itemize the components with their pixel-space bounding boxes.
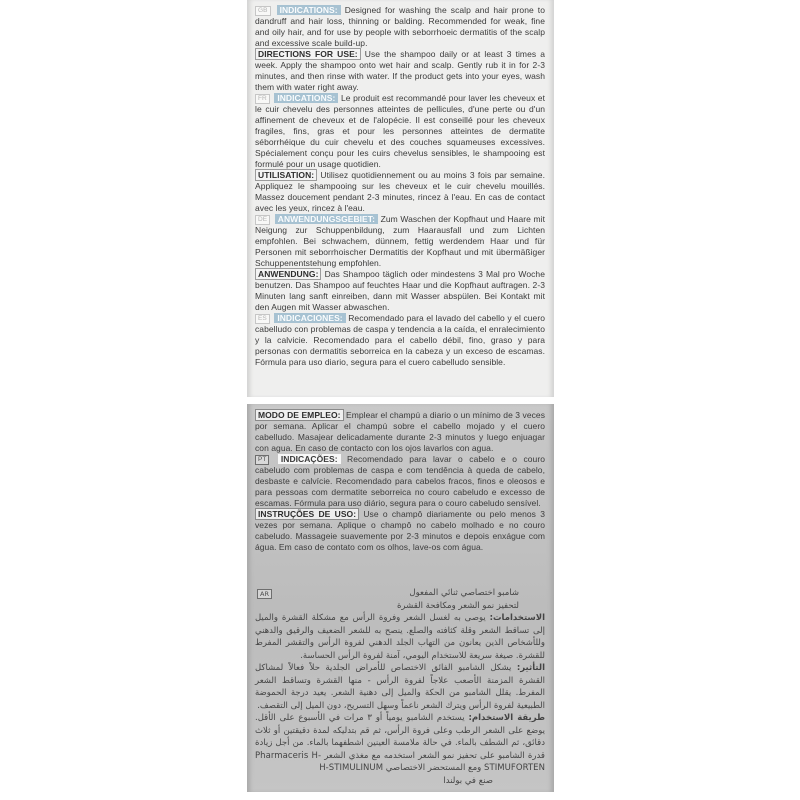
de-indications-text: Zum Waschen der Kopfhaut und Haare mit Neigung zur Schuppenbildung, zum Haarausfall und zum Lichten empfohlen. Bei schwachem, dünnem, fettig werdendem Haar und für Personen mit seborrhoischer Dermatitis der Kopfhaut und mit übermäßiger Schuppenentstehung empfohlen. bbox=[255, 214, 545, 268]
made-in-line: صنع في بولندا bbox=[443, 775, 493, 786]
gb-indications-heading: INDICATIONS: bbox=[277, 5, 341, 15]
fr-use-text: Utilisez quotidiennement ou au moins 3 fois par semaine. Appliquez le shampooing sur les cheveux et le cuir chevelu mouillés. Massez doucement pendant 2-3 minutes, rincez à l'eau. En cas de contact avec les yeux, rincez à l'eau. bbox=[255, 170, 545, 213]
fr-indications-paragraph bbox=[255, 93, 545, 170]
lang-tag-es: ES bbox=[255, 314, 270, 324]
es-indications-text: Recomendado para el lavado del cabello y el cuero cabelludo con problemas de caspa y tendencia a la caída, el enralecimiento y la calvicie. Recomendado para el cabello débil, fino, graso y para personas con dermatitis seborreica en la cabeza y un exceso de escamas. Fórmula para uso diario, segura para el cuero cabelludo sensible. bbox=[255, 313, 545, 367]
arabic-section bbox=[255, 587, 545, 787]
gb-directions-text: Use the shampoo daily or at least 3 times a week. Apply the shampoo onto wet hair and scalp. Gently rub it in for 2-3 minutes, and then rinse with water. If the product gets into your eyes, wash them with water right away. bbox=[255, 49, 546, 92]
arabic-product-title: شامبو اختصاصي ثنائي المفعول bbox=[409, 588, 519, 598]
pt-use-heading: INSTRUÇÕES DE USO: bbox=[255, 508, 359, 520]
gb-directions-heading: DIRECTIONS FOR USE: bbox=[255, 48, 361, 60]
fr-indications-text: Le produit est recommandé pour laver les cheveux et le cuir chevelu des personnes atteintes de pellicules, d'une perte ou d'un affinement de cheveux et de l'alopécie. Il est conseillé pour les cheveux fragiles, fins, gras et pour les personnes atteintes de dermatite séborrhéique du cuir chevelu et des couches squameuses excessives. Spécialement conçu pour les cuirs chevelus sensibles, le shampooing est formulé pour un usage quotidien. bbox=[255, 93, 545, 169]
es-use-text: Emplear el champú a diario o un mínimo de 3 veces por semana. Aplicar el champú sobre el cabello mojado y el cuero cabelludo. Masajear delicadamente durante 2-3 minutos y luego enjuagar con agua. En caso de contacto con los ojos lavarlos con agua. bbox=[255, 410, 545, 453]
fr-use-paragraph bbox=[255, 170, 545, 214]
arabic-uses-paragraph bbox=[255, 612, 545, 662]
lang-tag-gb: GB bbox=[255, 6, 271, 16]
de-use-paragraph bbox=[255, 269, 545, 313]
es-indications-heading: INDICACIONES: bbox=[274, 313, 345, 323]
lang-tag-fr: FR bbox=[255, 94, 270, 104]
fr-indications-heading: INDICATIONS: bbox=[274, 93, 338, 103]
de-indications-heading: ANWENDUNGSGEBIET: bbox=[275, 214, 378, 224]
pt-indications-text: Recomendado para lavar o cabelo e o couro cabeludo com problemas de caspa e com tendência à queda de cabelo, desbaste e calvície. Recomendado para cabelos fracos, finos e oleosos e para pessoas com dermatite seborreica no couro cabeludo e excesso de escamas. Fórmula para uso diário, segura para o couro cabeludo sensível. bbox=[255, 454, 545, 508]
es-use-paragraph bbox=[255, 410, 545, 454]
lang-tag-pt: PT bbox=[255, 455, 269, 465]
arabic-product-subtitle: لتحفيز نمو الشعر ومكافحة القشرة bbox=[396, 600, 519, 611]
pt-indications-paragraph bbox=[255, 454, 545, 509]
gb-indications-paragraph bbox=[255, 5, 545, 49]
gb-indications-text: Designed for washing the scalp and hair prone to dandruff and hair loss, thinning or balding. Recommended for weak, fine and oily hair, and for use by people with seborrhoeic dermatitis of the scalp and excessive scale build-up. bbox=[255, 5, 545, 48]
label-panel-upper bbox=[247, 0, 554, 397]
arabic-directions-heading: طريقة الاستخدام: bbox=[468, 713, 546, 723]
gb-directions-paragraph bbox=[255, 49, 545, 93]
arabic-effect-text: يشكل الشامبو الفائق الاختصاص للأمراض الجلدية حلاً فعالاً لمشاكل القشرة المزمنة الأصعب علاجاً لفروة الرأس - منها القشرة وتساقط الشعر المفرط. يقلل الشامبو من الحكة والميل إلى دهنية الشعر. يعيد درجة الحموضة الطبيعية لفروة الرأس ويترك الشعر ناعماً وسهل التسريح، دون الميل إلى التقصف. bbox=[255, 663, 545, 711]
arabic-directions-paragraph bbox=[255, 712, 545, 775]
pt-indications-heading: INDICAÇÕES: bbox=[278, 454, 341, 464]
de-use-text: Das Shampoo täglich oder mindestens 3 Mal pro Woche benutzen. Das Shampoo auf feuchtes Haar und die Kopfhaut auftragen. 2-3 Minuten lang sanft einreiben, dann mit Wasser abspülen. Bei Kontakt mit den Augen mit Wasser abwaschen. bbox=[255, 269, 545, 312]
de-use-heading: ANWENDUNG: bbox=[255, 268, 321, 280]
blank-space bbox=[255, 553, 545, 587]
pt-use-text: Use o champô diariamente ou pelo menos 3 vezes por semana. Aplique o champô no cabelo molhado e no couro cabeludo. Massageie suavemente por 2-3 minutos e depois enxágue com água. Em caso de contato com os olhos, lave-os com água. bbox=[255, 509, 545, 552]
lang-tag-de: DE bbox=[255, 215, 270, 225]
fr-use-heading: UTILISATION: bbox=[255, 169, 317, 181]
arabic-effect-heading: التأثير: bbox=[516, 663, 545, 673]
arabic-directions-text: يستخدم الشامبو يومياً أو ٣ مرات في الأسبوع على الأقل. يوضع على الشعر الرطب وعلى فروة الرأس، ثم قم بتدليكه لمدة دقيقتين أو ثلاث دقائق، ثم الشطف بالماء. في حالة ملامسة العينين اشطفهما بالماء. من أجل زيادة قدرة الشامبو على تحفيز نمو الشعر استخدمه مع مغذي الشعر Pharmaceris H-STIMUFORTEN ومع المستحضر الاختصاصي H-STIMULINUM bbox=[255, 713, 545, 773]
es-indications-paragraph bbox=[255, 313, 545, 368]
arabic-effect-paragraph bbox=[255, 662, 545, 712]
arabic-uses-heading: الاستخدامات: bbox=[489, 613, 546, 623]
es-use-heading: MODO DE EMPLEO: bbox=[255, 409, 344, 421]
pt-use-paragraph bbox=[255, 509, 545, 553]
de-indications-paragraph bbox=[255, 214, 545, 269]
arabic-uses-text: يوصى به لغسل الشعر وفروة الرأس مع مشكلة القشرة والميل إلى تساقط الشعر وقلة كثافته والصلع. ينصح به للشعر الضعيف والرقيق والدهني وللأشخاص الذين يعانون من التهاب الجلد الدهني لفروة الرأس والتقشر المفرط للقشرة. صيغة سريعة للاستخدام اليومي، آمنة لفروة الرأس الحساسة. bbox=[255, 613, 545, 661]
lang-tag-ar: AR bbox=[257, 589, 272, 599]
label-panel-lower bbox=[247, 404, 554, 792]
